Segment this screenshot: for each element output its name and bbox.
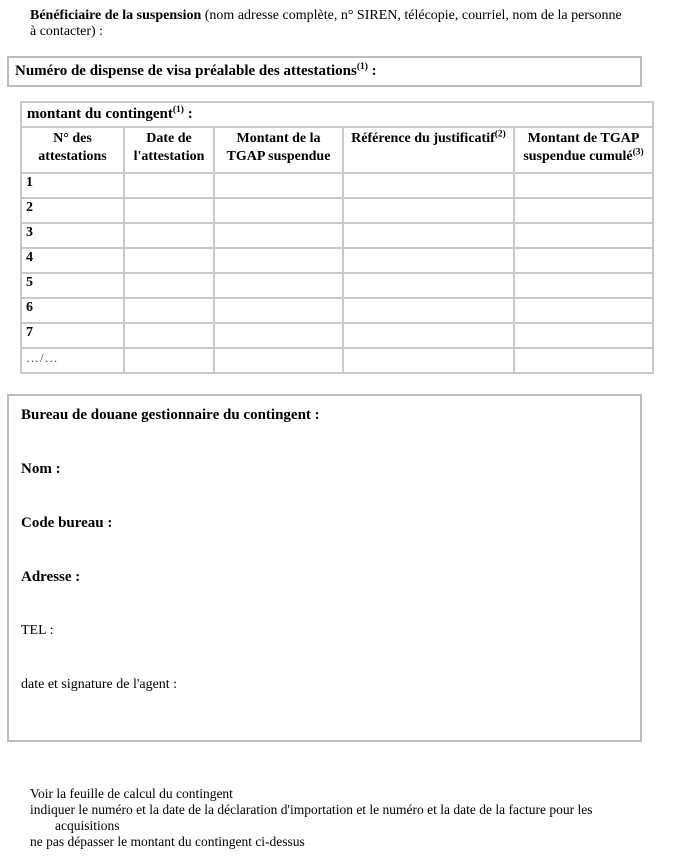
table-cell-empty bbox=[343, 298, 514, 323]
table-cell-empty bbox=[343, 173, 514, 198]
agent-date-signature-label: date et signature de l'agent : bbox=[21, 677, 178, 692]
table-cell-empty bbox=[124, 248, 214, 273]
row-number-cell: 5 bbox=[21, 273, 124, 298]
row-number-cell: 4 bbox=[21, 248, 124, 273]
beneficiary-detail-line2: à contacter) : bbox=[30, 24, 104, 39]
row-number-cell: 3 bbox=[21, 223, 124, 248]
table-cell-empty bbox=[124, 223, 214, 248]
table-cell-empty bbox=[514, 298, 653, 323]
table-cell-empty bbox=[343, 223, 514, 248]
beneficiary-paragraph bbox=[30, 8, 696, 40]
table-cell-empty bbox=[214, 248, 343, 273]
table-row bbox=[21, 198, 653, 223]
footnote-1: Voir la feuille de calcul du contingent bbox=[30, 786, 233, 801]
contingent-colon: : bbox=[183, 106, 193, 122]
table-cell-empty bbox=[124, 173, 214, 198]
footnote-3: ne pas dépasser le montant du contingent ci-dessus bbox=[30, 834, 305, 849]
customs-office-box bbox=[7, 394, 642, 742]
contingent-footnote-ref: (1) bbox=[172, 105, 184, 115]
customs-office-address-label: Adresse : bbox=[21, 569, 81, 585]
table-cell-empty bbox=[343, 198, 514, 223]
attestations-table bbox=[20, 101, 654, 374]
footnote-2-line1: indiquer le numéro et la date de la déclaration d'importation et le numéro et la date de la facture pour les bbox=[30, 802, 593, 817]
visa-number-colon: : bbox=[367, 63, 377, 79]
table-header-row bbox=[21, 127, 653, 173]
table-row bbox=[21, 173, 653, 198]
table-cell-empty bbox=[214, 323, 343, 348]
row-number-cell: 2 bbox=[21, 198, 124, 223]
table-row bbox=[21, 248, 653, 273]
table-row bbox=[21, 298, 653, 323]
header-justificatif-reference bbox=[343, 127, 514, 173]
header-text: Montant de TGAP suspendue cumulé bbox=[523, 131, 640, 164]
visa-number-box bbox=[7, 56, 642, 87]
table-cell-empty bbox=[124, 348, 214, 373]
header-attestation-number bbox=[21, 127, 124, 173]
customs-office-title: Bureau de douane gestionnaire du contingent : bbox=[21, 407, 320, 423]
header-tgap-cumulative-amount bbox=[514, 127, 653, 173]
footnotes bbox=[30, 786, 696, 850]
header-text: Référence du justificatif bbox=[351, 131, 495, 146]
table-caption-row bbox=[21, 102, 653, 127]
row-number-cell: 6 bbox=[21, 298, 124, 323]
table-row-continuation bbox=[21, 348, 653, 373]
header-text: Montant de la TGAP suspendue bbox=[226, 131, 331, 164]
table-cell-empty bbox=[514, 173, 653, 198]
row-ellipsis-cell: …/… bbox=[21, 348, 124, 373]
table-cell-empty bbox=[514, 348, 653, 373]
header-attestation-date bbox=[124, 127, 214, 173]
table-caption-cell bbox=[21, 102, 653, 127]
table-cell-empty bbox=[124, 198, 214, 223]
table-cell-empty bbox=[343, 323, 514, 348]
table-cell-empty bbox=[514, 273, 653, 298]
header-text: Date de l'attestation bbox=[133, 131, 205, 164]
header-footnote-ref: (3) bbox=[632, 147, 644, 158]
customs-office-name-label: Nom : bbox=[21, 461, 61, 477]
table-cell-empty bbox=[514, 323, 653, 348]
header-footnote-ref: (2) bbox=[494, 129, 506, 140]
table-row bbox=[21, 273, 653, 298]
table-cell-empty bbox=[214, 223, 343, 248]
table-cell-empty bbox=[124, 273, 214, 298]
row-number-cell: 1 bbox=[21, 173, 124, 198]
header-text: N° des attestations bbox=[38, 131, 107, 164]
table-cell-empty bbox=[214, 198, 343, 223]
table-cell-empty bbox=[343, 348, 514, 373]
header-tgap-suspended-amount bbox=[214, 127, 343, 173]
table-cell-empty bbox=[514, 248, 653, 273]
contingent-amount-label: montant du contingent bbox=[27, 106, 173, 122]
customs-office-code-label: Code bureau : bbox=[21, 515, 113, 531]
table-cell-empty bbox=[214, 348, 343, 373]
visa-number-label: Numéro de dispense de visa préalable des attestations bbox=[15, 63, 357, 79]
table-row bbox=[21, 323, 653, 348]
table-cell-empty bbox=[214, 273, 343, 298]
table-cell-empty bbox=[214, 173, 343, 198]
table-cell-empty bbox=[514, 223, 653, 248]
table-cell-empty bbox=[343, 248, 514, 273]
table-cell-empty bbox=[124, 323, 214, 348]
footnote-2-line2: acquisitions bbox=[55, 818, 120, 833]
customs-office-phone-label: TEL : bbox=[21, 623, 54, 638]
beneficiary-label: Bénéficiaire de la suspension bbox=[30, 8, 202, 23]
visa-number-footnote-ref: (1) bbox=[356, 62, 368, 72]
table-row bbox=[21, 223, 653, 248]
table-cell-empty bbox=[124, 298, 214, 323]
row-number-cell: 7 bbox=[21, 323, 124, 348]
table-cell-empty bbox=[214, 298, 343, 323]
table-cell-empty bbox=[343, 273, 514, 298]
beneficiary-detail: (nom adresse complète, n° SIREN, télécopie, courriel, nom de la personne bbox=[201, 8, 622, 23]
table-cell-empty bbox=[514, 198, 653, 223]
